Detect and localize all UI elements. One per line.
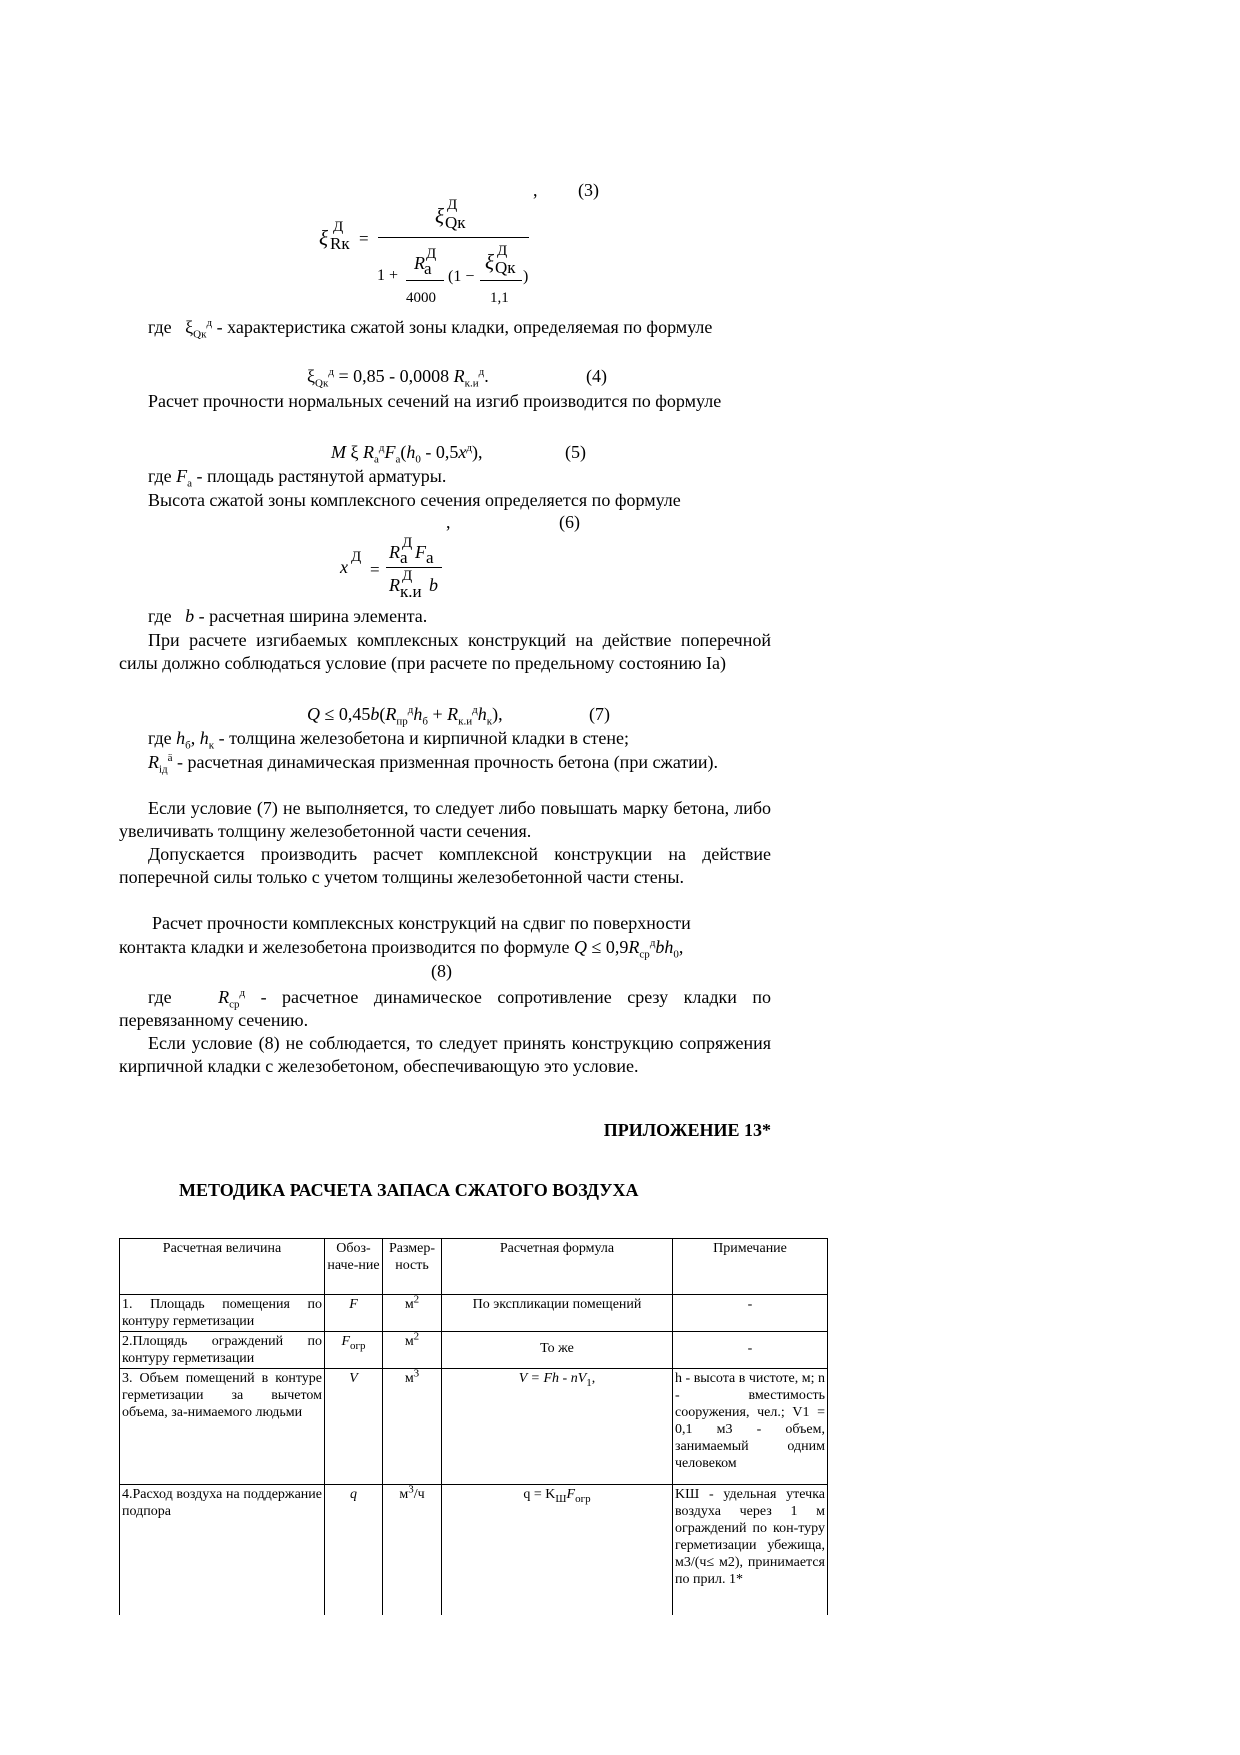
table-header-row (120, 1239, 828, 1295)
paragraph-shear-surface-line2 (119, 936, 683, 959)
r-superscript: д (239, 987, 246, 999)
cell-symbol (325, 1295, 383, 1332)
formula-5 (331, 441, 483, 464)
formula-6-fraction-bar (386, 567, 442, 568)
cell-unit (383, 1295, 442, 1332)
cell-unit (383, 1485, 442, 1615)
cell-note: - (673, 1332, 828, 1369)
paragraph-text: При расчете изгибаемых комплексных конструкций на действие поперечной силы должно соблюдаться условие (при расчете по предельному состоянию Iа) (119, 630, 771, 673)
paragraph-text: контакта кладки и железобетона производится по формуле (119, 937, 575, 957)
formula-4 (307, 365, 489, 388)
paragraph-condition-7 (119, 797, 771, 843)
formula-3-lhs-xi: ξ (319, 226, 328, 250)
formula-7 (307, 703, 503, 726)
formula-4-number: (4) (586, 366, 607, 386)
xi-symbol: ξ (185, 317, 194, 337)
text-where: где (148, 728, 177, 748)
formula-tail: , (591, 1371, 596, 1386)
formula-6-ra-sup: Д (402, 535, 413, 551)
header-unit: Размер-ность (383, 1239, 442, 1295)
paragraph-allowed (119, 843, 771, 889)
formula-3-lhs-sup: Д (333, 219, 344, 235)
cell-quantity: 1. Площадь помещения по контуру герметизации (120, 1295, 325, 1332)
h-symbol: h (406, 442, 416, 462)
formula-mid: - 0,5 (420, 442, 459, 462)
formula-6-ra-sub: а (400, 548, 408, 567)
cell-symbol (325, 1332, 383, 1369)
paragraph-text: - толщина железобетона и кирпичной кладки в стене; (214, 728, 629, 748)
symbol-subscript: огр (350, 1339, 366, 1352)
formula-6-rk: R (389, 575, 400, 595)
h2-subscript: к (208, 739, 215, 752)
formula-6-fa: F (415, 542, 426, 562)
f-symbol: F (176, 466, 188, 486)
formula-6-x-sup: Д (351, 549, 362, 565)
text-where: где (148, 317, 177, 337)
h-subscript: 0 (415, 453, 421, 466)
formula-f-subscript: огр (575, 1492, 591, 1505)
unit-superscript: 2 (413, 1293, 420, 1306)
formula-3-xi2: ξ (485, 250, 494, 274)
formula-3-comma: , (533, 180, 538, 200)
formula-subscript: 1 (586, 1376, 592, 1389)
b-symbol: b (185, 606, 195, 626)
paragraph-shear-condition (119, 629, 771, 675)
paragraph-text: Если условие (7) не выполняется, то следует либо повышать марку бетона, либо увеличивать толщину железобетонной части сечения. (119, 798, 771, 841)
header-symbol: Обоз-наче-ние (325, 1239, 383, 1295)
formula-6-number: (6) (559, 512, 580, 532)
formula-3-num-sup: Д (447, 197, 458, 213)
formula-3-equals: = (359, 229, 369, 248)
paren-open: ( (400, 442, 407, 462)
appendix-heading: ПРИЛОЖЕНИЕ 13* (603, 1120, 771, 1140)
formula-3-denominator-4000: 4000 (406, 290, 436, 306)
formula-3-ra: R (414, 253, 425, 273)
r1-subscript: пр (396, 715, 408, 728)
formula-3-ra-sup: Д (426, 246, 437, 262)
paragraph-text: - расчетная ширина элемента. (194, 606, 428, 626)
r-superscript: д (649, 937, 656, 949)
cell-note: h - высота в чистоте, м; n - вместимость сооружения, чел.; V1 = 0,1 м3 - объем, занимаемый одним человеком (673, 1369, 828, 1485)
r2-subscript: к.и (458, 715, 473, 728)
table-row (120, 1295, 828, 1332)
m-symbol: M (331, 442, 346, 462)
r-subscript: а (374, 453, 379, 466)
formula-6-b: b (429, 575, 438, 595)
formula-text: q = K (523, 1487, 556, 1502)
cell-unit (383, 1369, 442, 1485)
unit-text: м (404, 1371, 414, 1386)
r-subscript: iд (159, 763, 168, 776)
symbol-text: V (349, 1371, 358, 1386)
paragraph-shear-surface-line1: Расчет прочности комплексных конструкций на сдвиг по поверхности (152, 913, 691, 933)
formula-6-equals: = (370, 560, 380, 579)
formula-tail: , (678, 937, 684, 957)
header-note: Примечание (673, 1239, 828, 1295)
f-symbol: F (384, 442, 396, 462)
paragraph-text: Допускается производить расчет комплексной конструкции на действие поперечной силы только с учетом толщины железобетонной части стены. (119, 844, 771, 887)
unit-superscript: 2 (413, 1330, 420, 1343)
formula-6-rk-sub: к.и (400, 582, 422, 601)
table-row (120, 1332, 828, 1369)
r-subscript: ср (639, 948, 650, 961)
formula-3-xi2-sub: Qк (495, 258, 516, 277)
r-subscript: ср (229, 998, 240, 1011)
cell-note: KШ - удельная утечка воздуха через 1 м ограждений по кон-туру герметизации убежища, м3/(ч≤ м2), принимается по прил. 1* (673, 1485, 828, 1615)
formula-tail: . (484, 366, 489, 386)
b-symbol: b (370, 704, 380, 724)
paragraph-normal-sections (119, 390, 771, 413)
r-subscript: к.и (464, 377, 479, 390)
paragraph-text: - расчетное динамическое сопротивление срезу кладки по перевязанному сечению. (119, 987, 771, 1030)
text-where: где (148, 987, 188, 1007)
h1-symbol: h (176, 728, 186, 748)
cell-quantity: 2.Площядь ограждений по контуру герметизации (120, 1332, 325, 1369)
formula-3-one-plus: 1 + (377, 267, 399, 284)
unit-text: м (404, 1297, 414, 1312)
h1-subscript: б (422, 715, 428, 728)
le-text: ≤ 0,45 (320, 704, 371, 724)
calculation-table (119, 1238, 828, 1615)
xi-superscript: д (206, 317, 213, 329)
text-where: где (148, 606, 177, 626)
paragraph-text: - расчетная динамическая призменная прочность бетона (при сжатии). (172, 752, 719, 772)
paragraph-shear-resistance (119, 986, 771, 1032)
paren-close: ), (492, 704, 503, 724)
formula-3-xi-fraction-bar (480, 280, 522, 281)
r1-symbol: R (385, 704, 397, 724)
h2-subscript: к (486, 715, 493, 728)
table-row (120, 1369, 828, 1485)
cell-formula (442, 1369, 673, 1485)
formula-3-ra-fraction-bar (406, 280, 444, 281)
h1-symbol: h (413, 704, 423, 724)
r-symbol: R (218, 987, 230, 1007)
paragraph-text: - характеристика сжатой зоны кладки, определяемая по формуле (212, 317, 713, 337)
paragraph-xi-definition (119, 316, 771, 339)
plus: + (428, 704, 448, 724)
paragraph-condition-8 (119, 1032, 771, 1078)
r-superscript: д (478, 366, 485, 378)
cell-formula: По экспликации помещений (442, 1295, 673, 1332)
le-text: ≤ 0,9 (587, 937, 629, 957)
f-subscript: а (395, 453, 401, 466)
formula-text: V = Fh - nV (518, 1371, 587, 1386)
r2-superscript: д (472, 704, 478, 716)
xi-superscript: д (328, 366, 334, 378)
cell-symbol (325, 1485, 383, 1615)
paragraph-fa-definition (119, 465, 771, 488)
x-superscript: д (466, 442, 473, 454)
paragraph-prism-strength (119, 751, 771, 774)
formula-5-number: (5) (565, 442, 586, 462)
h-subscript: 0 (673, 948, 679, 961)
unit-text: м (404, 1334, 414, 1349)
cell-unit (383, 1332, 442, 1369)
cell-note: - (673, 1295, 828, 1332)
formula-3-paren-close: ) (523, 268, 529, 285)
r-superscript: д (378, 442, 385, 454)
unit-superscript: 3 (413, 1367, 420, 1380)
formula-7-number: (7) (589, 704, 610, 724)
formula-6-comma: , (446, 512, 451, 532)
formula-3-lhs-sub: Rк (330, 234, 350, 253)
xi-subscript: Qк (315, 377, 329, 390)
symbol-text: F (349, 1297, 358, 1312)
h-symbol: h (664, 937, 674, 957)
formula-3-num-xi: ξ (435, 204, 444, 228)
r-symbol: R (453, 366, 465, 386)
xi-symbol: ξ (346, 442, 364, 462)
xi-subscript: Qк (193, 328, 207, 341)
header-formula: Расчетная формула (442, 1239, 673, 1295)
formula-3-xi2-sup: Д (497, 243, 508, 259)
formula-8-number: (8) (431, 961, 452, 981)
paragraph-b-definition (119, 605, 771, 628)
xi-symbol: ξ (307, 366, 316, 386)
r2-symbol: R (447, 704, 459, 724)
r-symbol: R (628, 937, 640, 957)
separator: , (190, 728, 200, 748)
b-symbol: b (655, 937, 665, 957)
unit-text: м (399, 1487, 409, 1502)
formula-3-number: (3) (578, 180, 599, 200)
cell-quantity: 3. Объем помещений в контуре герметизации за вычетом объема, за-нимаемого людьми (120, 1369, 325, 1485)
symbol-text: F (341, 1334, 351, 1349)
h2-symbol: h (477, 704, 487, 724)
paragraph-compression-zone (119, 489, 771, 512)
paren-close: ), (472, 442, 483, 462)
paragraph-text: - площадь растянутой арматуры. (192, 466, 447, 486)
r1-superscript: д (407, 704, 414, 716)
unit-tail: /ч (413, 1487, 425, 1502)
formula-3-paren-open: (1 − (448, 268, 475, 285)
x-symbol: x (458, 442, 467, 462)
q-symbol: Q (574, 937, 588, 957)
paragraph-text: Если условие (8) не соблюдается, то следует принять конструкцию сопряжения кирпичной кладки с железобетоном, обеспечивающую это условие. (119, 1033, 771, 1076)
formula-6-ra: R (389, 542, 400, 562)
formula-body: = 0,85 - 0,0008 (333, 366, 454, 386)
paren-open: ( (379, 704, 386, 724)
formula-f: F (566, 1487, 576, 1502)
paragraph-thickness (119, 727, 771, 750)
formula-3-ra-sub: а (424, 259, 432, 278)
r-symbol: R (148, 752, 159, 772)
header-quantity: Расчетная величина (120, 1239, 325, 1295)
symbol-text: q (350, 1487, 357, 1502)
text-where: где (148, 466, 177, 486)
table-row (120, 1485, 828, 1615)
r-superscript: ä (167, 752, 173, 764)
h2-symbol: h (199, 728, 209, 748)
formula-3-main-fraction-bar (378, 237, 529, 238)
unit-superscript: 3 (408, 1483, 414, 1496)
formula-6-x: x (340, 557, 348, 577)
cell-formula: То же (442, 1332, 673, 1369)
formula-6-fa-sub: а (426, 548, 434, 567)
formula-3-denominator-1-1: 1,1 (490, 290, 509, 306)
cell-symbol (325, 1369, 383, 1485)
method-title: МЕТОДИКА РАСЧЕТА ЗАПАСА СЖАТОГО ВОЗДУХА (179, 1180, 639, 1200)
paragraph-text: Расчет прочности нормальных сечений на изгиб производится по формуле (148, 391, 722, 411)
formula-6-rk-sup: Д (402, 568, 413, 584)
formula-3-num-sub: Qк (445, 213, 466, 232)
cell-formula (442, 1485, 673, 1615)
paragraph-text: Высота сжатой зоны комплексного сечения определяется по формуле (148, 490, 681, 510)
formula-subscript: Ш (555, 1492, 567, 1505)
cell-quantity: 4.Расход воздуха на поддержание подпора (120, 1485, 325, 1615)
h1-subscript: б (185, 739, 191, 752)
q-symbol: Q (307, 704, 320, 724)
f-subscript: а (187, 477, 193, 490)
r-symbol: R (363, 442, 375, 462)
